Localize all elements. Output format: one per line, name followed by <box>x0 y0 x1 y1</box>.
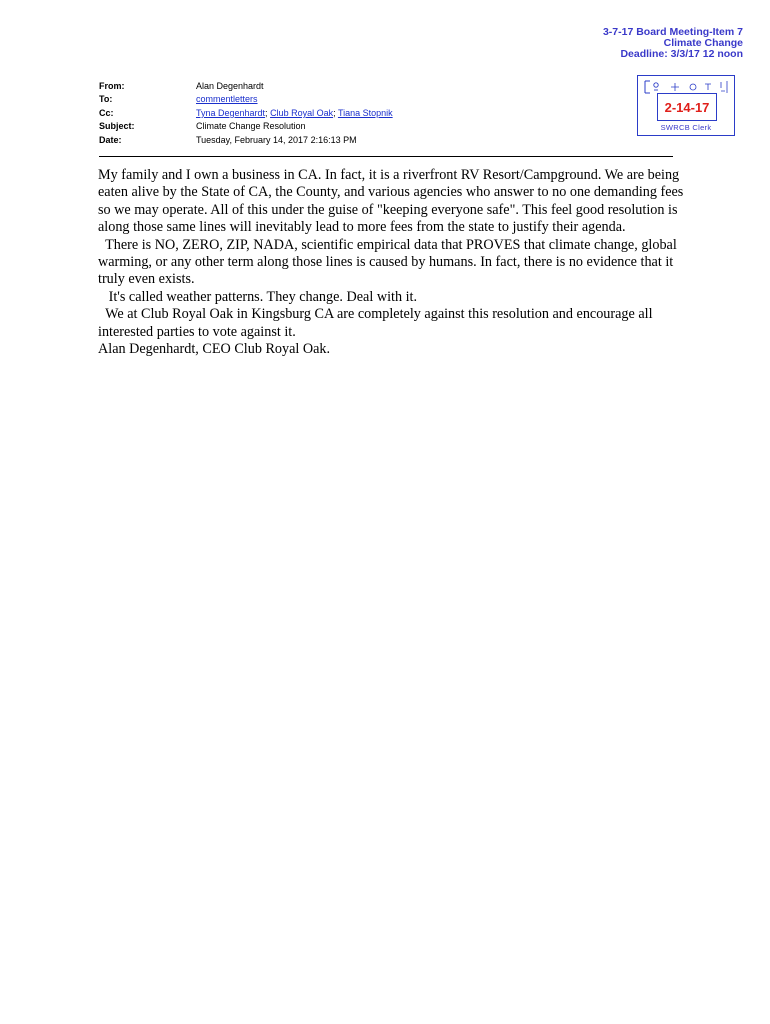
cc-separator: ; <box>333 107 338 118</box>
board-meeting-header <box>603 27 743 60</box>
cc-separator: ; <box>265 107 271 118</box>
cc-link[interactable]: Club Royal Oak <box>270 107 334 118</box>
from-value: Alan Degenhardt <box>196 80 264 91</box>
stamp-date-box <box>657 93 717 121</box>
subject-value: Climate Change Resolution <box>196 121 306 132</box>
subject-label: Subject: <box>99 121 135 132</box>
to-label: To: <box>99 94 113 105</box>
date-row <box>99 133 393 147</box>
date-value: Tuesday, February 14, 2017 2:16:13 PM <box>196 134 357 145</box>
signature-line: Alan Degenhardt, CEO Club Royal Oak. <box>98 341 331 358</box>
cc-link[interactable]: Tyna Degenhardt <box>196 107 266 118</box>
from-label: From: <box>99 80 125 91</box>
board-meeting-topic: Climate Change <box>663 37 743 49</box>
to-row <box>99 93 393 107</box>
cc-link[interactable]: Tiana Stopnik <box>337 107 393 118</box>
board-meeting-deadline: Deadline: 3/3/17 12 noon <box>620 48 743 60</box>
stamp-org: SWRCB Clerk <box>660 123 712 132</box>
body-paragraph: There is NO, ZERO, ZIP, NADA, scientific empirical data that PROVES that climate change, global warming, or any other term along those lines is caused by humans. In fact, there is no evidence that it truly even exists. <box>98 236 681 288</box>
cc-row <box>99 106 393 120</box>
to-link[interactable]: commentletters <box>196 94 258 105</box>
cc-value <box>196 108 393 118</box>
date-label: Date: <box>99 134 122 145</box>
email-body <box>98 167 688 358</box>
stamp-date: 2-14-17 <box>664 99 710 115</box>
subject-row <box>99 120 393 134</box>
body-paragraph: We at Club Royal Oak in Kingsburg CA are completely against this resolution and encourage all interested parties to vote against it. <box>98 306 657 340</box>
header-divider <box>99 156 673 157</box>
body-paragraph: It's called weather patterns. They change. Deal with it. <box>98 288 418 305</box>
email-header <box>99 79 393 147</box>
from-row <box>99 79 393 93</box>
received-stamp <box>637 75 735 136</box>
board-meeting-item: 3-7-17 Board Meeting-Item 7 <box>602 26 743 38</box>
body-paragraph: My family and I own a business in CA. In fact, it is a riverfront RV Resort/Campground. We are being eaten alive by the State of CA, the County, and various agencies who answer to no one demanding fees so we may operate. All of this under the guise of "keeping everyone safe". This feel good resolution is along those same lines will inevitably lead to more fees from the state to justify their agenda. <box>98 167 687 236</box>
cc-label: Cc: <box>99 107 114 118</box>
